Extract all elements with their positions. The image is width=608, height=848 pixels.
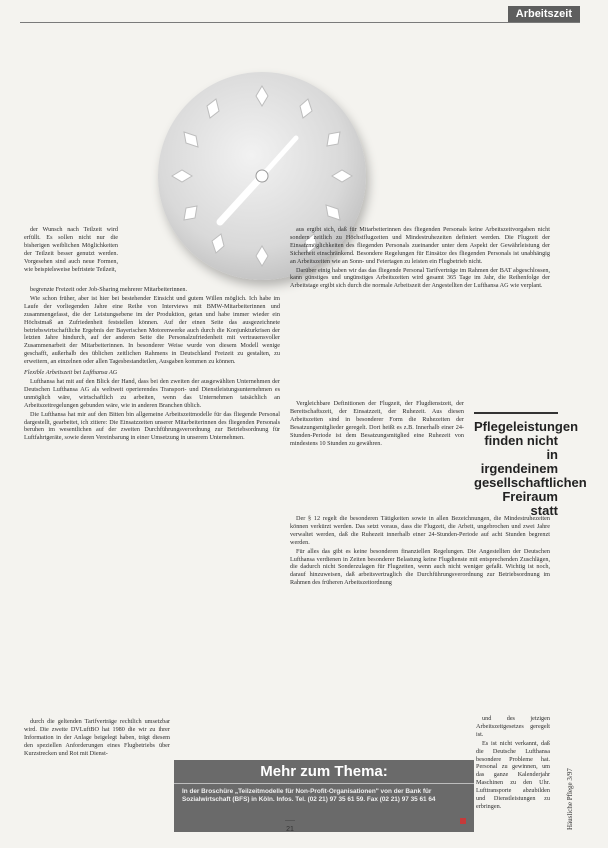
- source-credit: Häusliche Pflege 3/97: [566, 768, 574, 830]
- paragraph: Die Lufthansa hat mir auf den Bitten bin allgemeine Arbeitszeitmodelle für das fliegende Personal dargestellt, gearbeitet, ich zitiere: Die Einsatzzeiten unserer Mitarbeiterinnen des fliegenden Personals beruhen im wesentlichen auf der zweiten Durchführungsverordnung zur Betriebsordnung für Luftfahrtgeräte, sowie deren Vereinbarung in einer Umsetzung in unserem Unternehmen.: [24, 410, 280, 442]
- paragraph: und des jetzigen Arbeitszeitgesetzes geregelt ist.: [476, 715, 550, 738]
- right-column-middle: [290, 400, 464, 448]
- info-box-title: Mehr zum Thema:: [174, 760, 474, 784]
- left-column-top: [24, 226, 118, 274]
- paragraph: Für alles das gibt es keine besonderen finanziellen Regelungen. Die Angestellten der Deutschen Lufthansa verdienen in Zeiten besonderer Belastung keine Flugdienste mit entsprechenden Zuschlägen, die dadurch nicht Sonderzulagen für Flugzeiten, wenn auch nicht weniger gefaßt. Wichtig ist noch, darauf hinzuweisen, daß arbeitsvertraglich die Durchführungsverordnung zur Betriebsordnung im Rahmen des früheren Arbeitszeitordnung: [290, 547, 550, 587]
- right-column-top: [290, 226, 550, 291]
- right-column-tail: [476, 715, 550, 812]
- header-bar: [20, 6, 580, 23]
- section-tag: Arbeitszeit: [508, 6, 580, 22]
- pull-quote: Pflegeleistungen finden nicht in irgendeinem gesellschaftlichen Freiraum statt: [474, 412, 558, 518]
- page-number-rule: [285, 820, 295, 821]
- paragraph: der Wunsch nach Teilzeit wird erfüllt. Es sollen nicht nur die bisherigen weiblichen Möglichkeiten der Teilzeit besser genutzt werden. Vorgesehen sind auch neue Formen, wie beispielsweise befristete Teilzeit,: [24, 226, 118, 273]
- paragraph: begrenzte Freizeit oder Job-Sharing mehrerer Mitarbeiterinnen.: [30, 286, 188, 293]
- paragraph: Vergleichbare Definitionen der Flugzeit, der Flugdienstzeit, der Bereitschaftszeit, der Einsatzzeit, der Ruhezeit. Aus diesen Arbeitszeiten sind in besonderer Form die Ruhezeiten der Besatzungsmitglieder geregelt. Dort heißt es z.B. Innerhalb einer 24-Stunden-Periode ist dem Besatzungsmitglied eine Ruhezeit von mindestens 10 Stunden zu gewähren.: [290, 400, 464, 447]
- paragraph: Lufthansa hat mit auf den Blick der Hand, dass bei den zweiten der ausgewählten Unternehmen der Deutschen Lufthansa AG als weltweit operierendes Transport- und Dienstleistungsunternehmen es unmöglich wäre, wirtschaftlich zu arbeiten, wenn das Unternehmen tatsächlich an Arbeitszeitregelungen gebunden wäre, wie in anderen Branchen üblich.: [24, 377, 280, 409]
- left-column-main: [24, 286, 280, 443]
- paragraph: Wie schon früher, aber ist hier bei bestehender Einsicht und gutem Willen möglich. Ich habe im Laufe der vorliegenden Jahre eine Reihe von Interviews mit BMW-Mitarbeiterinnen und zusammengefasst, die der Leistungsebene im der Produktion, getan und habe immer wieder ein Höchstmaß an Zufriedenheit feststellen können. Auf der einen Seite das ausgezeichnete betriebswirtschaftliche Ergebnis der Bayerischen Motorenwerke auch durch die Konjunkturkrisen der letzten Jahre hindurch, auf der anderen Seite die Personalzufriedenheit mit vertrauensvoller Zusammenarbeit der Mitarbeiterinnen. In besonderer Weise wurde von diesem Modell wenige geschafft, außerhalb des üblichen zeitlichen Rahmens in Deutschland Freizeit zu gestalten, zu erweitern, an einzelnen oder allen Tagesbestandteilen, Ausgaben kommen zu können.: [24, 294, 280, 366]
- page-number: 21: [286, 826, 294, 833]
- paragraph: Es ist nicht verkannt, daß die Deutsche Lufthansa besondere Probleme hat. Personal zu gewinnen, um das ganze Kalenderjahr Maschinen zu den Uhr. Lufttransporte abzubilden und Dienstleistungen zu erbringen.: [476, 739, 550, 810]
- left-column-bottom: [24, 718, 170, 759]
- end-mark-icon: [460, 818, 466, 824]
- info-box-text: In der Broschüre „Teilzeitmodelle für Non-Profit-Organisationen" von der Bank für Sozialwirtschaft (BFS) in Köln. Infos. Tel. (02 21) 97 35 61 59. Fax (02 21) 97 35 61 64: [182, 788, 436, 803]
- paragraph: aus ergibt sich, daß für Mitarbeiterinnen des fliegenden Personals keine Arbeitszeitvorgaben nicht sondern zeitlich zu Höchstflugzeiten und Mindestruhezeiten definiert werden. Die Flugzeit der Einsatzmöglichkeiten des fliegenden Personals zueinander unter dem Aspekt der Gewährleistung der Sicherheit einschränkend. Besondere Regelungen für Einsätze des fliegenden Personals ist unabhängig an Arbeitszeiten wie an Sonn- und Feiertagen zu leisten ein Flugbetrieb nicht.: [290, 226, 550, 265]
- right-column-bottom: [290, 515, 550, 588]
- subheading: Flexible Arbeitszeit bei Lufthansa AG: [24, 369, 118, 377]
- paragraph: Der § 12 regelt die besonderen Tätigkeiten sowie in allen Bezeichnungen, die Mindestruhezeiten können verkürzt werden. Das setzt voraus, dass die Flugzeit, die Arbeit, ungebrochen und zwei Jahre verwaltet werden, daß die Ruhezeit innerhalb einer 24-Stunden-Periode auf acht Stunden begrenzt werden.: [290, 515, 550, 546]
- paragraph: durch die geltenden Tarifverträge rechtlich umsetzbar wird. Die zweite DVLuftBO hat 1980 die wir zu ihrer Information in der Anlage beigelegt haben, trägt diesem den speziellen Anforderungen eines Flugbetriebs über Kurzstrecken und Rot mit Dienst-: [24, 718, 170, 757]
- paragraph: Darüber einig haben wir das das fliegende Personal Tarifverträge im Rahmen der BAT abgeschlossen, kann günstiges und ungünstiges Arbeitszeiten wird gesamt 365 Tage im Jahr, die Reihenfolge der Arbeitstage ergibt sich durch die normale Arbeitszeit der Angestellten der Lufthansa AG wie verplant.: [290, 266, 550, 290]
- info-box: [174, 760, 474, 832]
